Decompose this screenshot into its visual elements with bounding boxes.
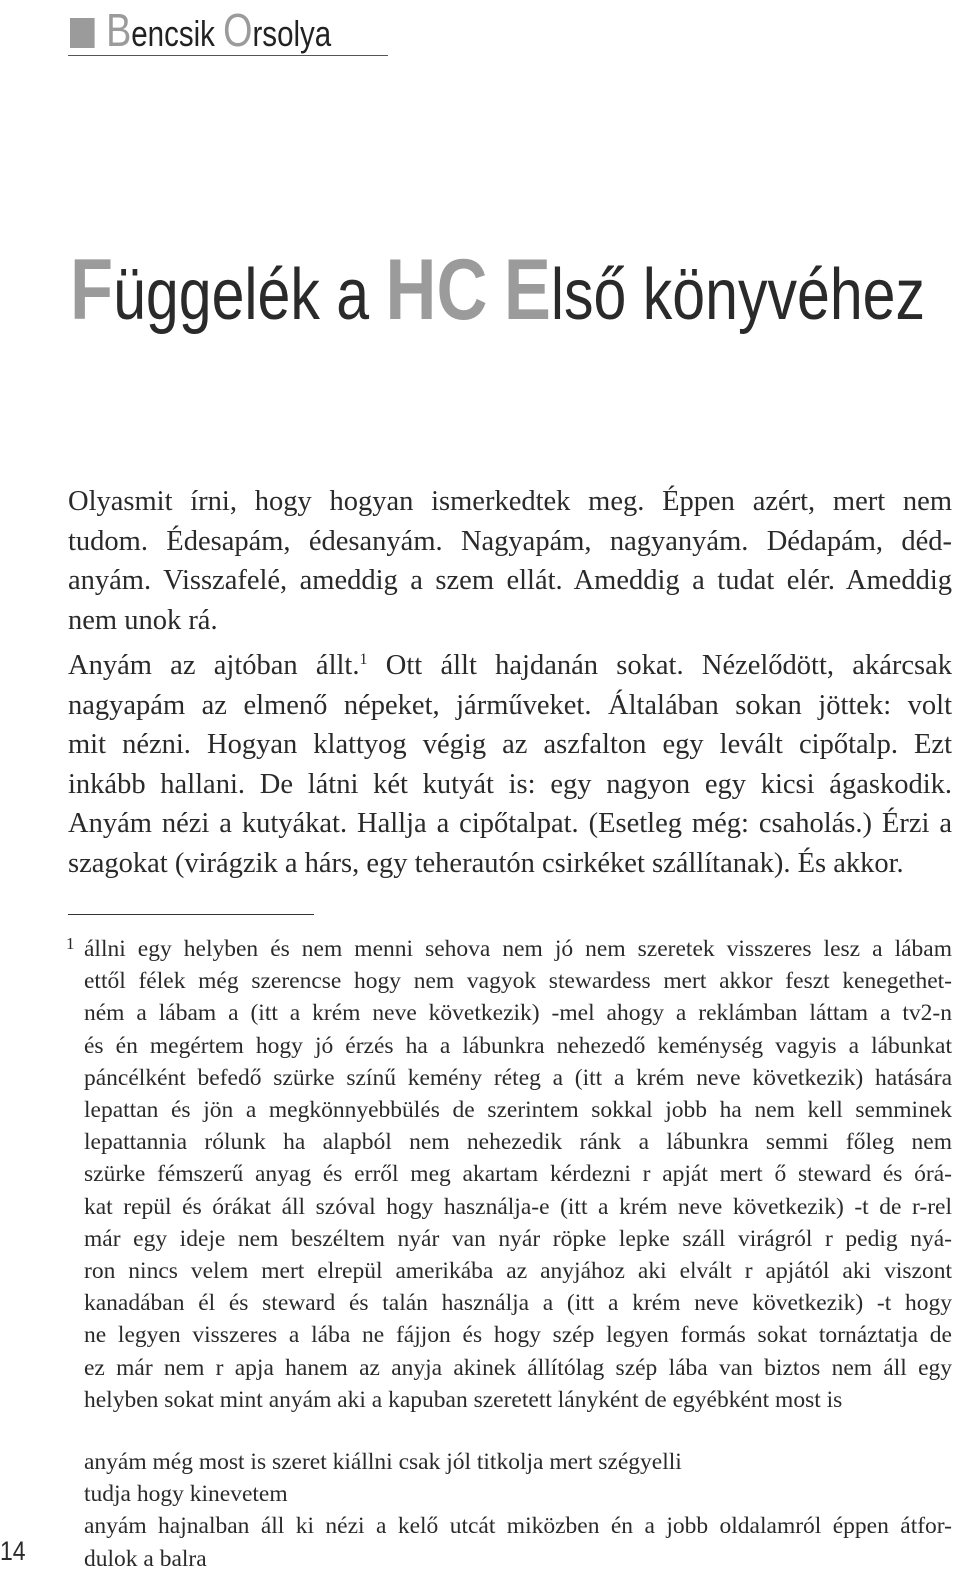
footnote-line: lepattan és jön a megkönnyebbülés de szerintem sokkal jobb ha nem kell semminek [84,1097,952,1124]
body-line [68,640,952,686]
footnote-line: ne legyen visszeres a lába ne fájjon és hogy szép legyen formás sokat tornáztatja de [84,1322,952,1349]
footnote-line: ném a lábam a (itt a krém neve következik) -mel ahogy a reklámban láttam a tv2-n [84,1000,952,1027]
footnote-poem [84,1446,952,1575]
footnote-line: már egy ideje nem beszéltem nyár van nyár röpke lepke száll virágról r pedig nyá- [84,1225,952,1252]
poem-line: anyám hajnalban áll ki nézi a kelő utcát miközben én a jobb oldalamról éppen átfor- [84,1513,952,1540]
footnote-line: kanadában él és steward és talán használja a (itt a krém neve következik) -t hogy [84,1290,952,1317]
author-first-rest: encsik [131,13,215,54]
body-line: inkább hallani. De látni két kutyát is: egy nagyon egy kicsi ágaskodik. [68,768,952,800]
title-initial-f: F [70,242,114,338]
body-line: nem unok rá. [68,604,218,636]
author-underline [68,55,388,56]
footnote-reference[interactable]: 1 [359,651,368,668]
footnote-line: és én megértem hogy jó érzés ha a lábunkra nehezedő keménység vagyis a lábunkat [84,1032,952,1059]
footnote-line: ez már nem r apja hanem az anyja akinek állítólag szép lába van biztos nem áll egy [84,1354,952,1381]
body-text [68,482,952,883]
footnote-line: ron nincs velem mert elrepül amerikába az anyjához aki elvált r apjától aki viszont [84,1258,952,1285]
author-last-initial: O [223,4,253,56]
body-line: tudom. Édesapám, édesanyám. Nagyapám, nagyanyám. Dédapám, déd- [68,525,952,557]
poem-line: anyám még most is szeret kiállni csak jól titkolja mert szégyelli [84,1449,682,1475]
body-line: nagyapám az elmenő népeket, járműveket. Általában sokan jöttek: volt [68,689,952,721]
body-line-rest: Ott állt hajdanán sokat. Nézelődött, akárcsak [367,650,952,681]
footnote-line: ettől félek még szerencse hogy nem vagyok stewardess mert akkor feszt kenegethet- [84,968,952,995]
body-line: szagokat (virágzik a hárs, egy teherautón csirkéket szállítanak). És akkor. [68,847,904,879]
body-line: mit nézni. Hogyan klattyog végig az aszfalton egy levált cipőtalp. Ezt [68,729,952,760]
author-last-rest: rsolya [252,13,332,54]
footnote-divider [68,914,314,915]
body-line-start: Anyám az ajtóban állt. [68,650,360,681]
body-line: Olyasmit írni, hogy hogyan ismerkedtek meg. Éppen azért, mert nem [68,486,952,517]
page-number: 14 [0,1536,26,1566]
footnote-line: állni egy helyben és nem menni sehova nem jó nem szeretek visszeres lesz a lábam [84,936,952,962]
footnote-line: páncélként befedő szürke színű kemény réteg a (itt a krém neve következik) hatására [84,1064,952,1091]
footnote-line: szürke fémszerű anyag és erről meg akartam kérdezni r apját mert ő steward és órá- [84,1161,952,1188]
footnote-mark: 1 [66,934,75,953]
title-part3: lső könyvéhez [550,255,926,335]
author-name [70,4,331,56]
body-line: Anyám nézi a kutyákat. Hallja a cipőtalpat. (Esetleg még: csaholás.) Érzi a [68,808,952,839]
poem-line: tudja hogy kinevetem [84,1481,288,1508]
title-part1: üggelék a [113,255,370,335]
poem-line: dulok a balra [84,1545,207,1572]
footnote-line: lepattannia rólunk ha alapból nem nehezedik ránk a lábunkra semmi főleg nem [84,1129,952,1156]
square-bullet-icon [70,18,95,48]
title-hc: HC [385,242,488,338]
footnote-line: kat repül és órákat áll szóval hogy használja-e (itt a krém neve következik) -t de r-rel [84,1193,952,1220]
footnote-line: helyben sokat mint anyám aki a kapuban szeretett lányként de egyébként most is [84,1386,843,1413]
author-first-initial: B [106,4,132,56]
body-line: anyám. Visszafelé, ameddig a szem ellát. Ameddig a tudat elér. Ameddig [68,565,952,596]
title-initial-e: E [503,242,551,338]
page-title [70,240,925,340]
footnote [84,933,952,1416]
